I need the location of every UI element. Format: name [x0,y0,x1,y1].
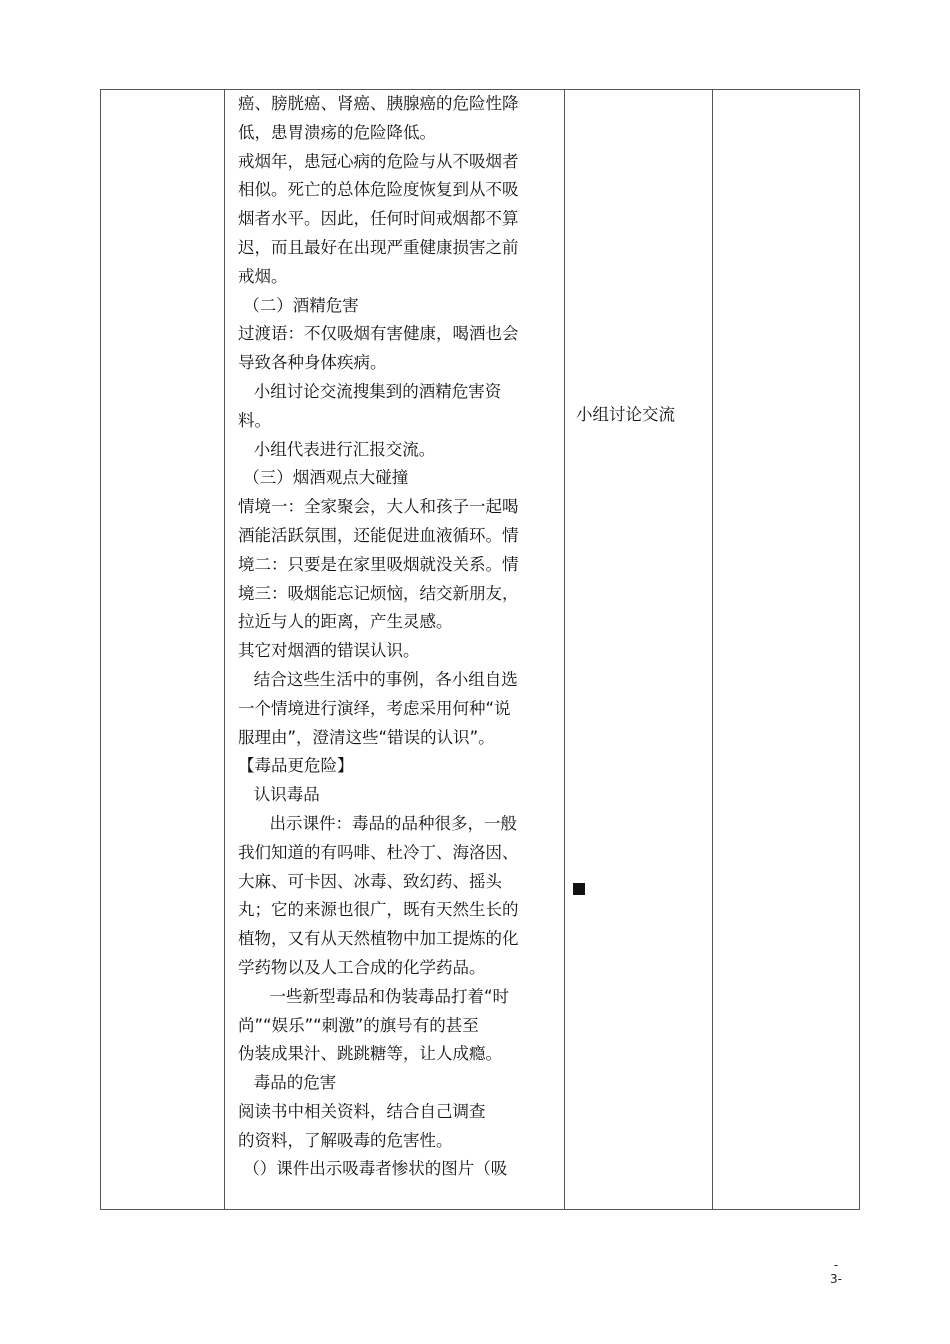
content-line: 相似。死亡的总体危险度恢复到从不吸 [238,180,519,200]
content-line: 小组讨论交流搜集到的酒精危害资 [238,381,502,401]
student-activity-note: 小组讨论交流 [576,405,675,424]
content-line: 小组代表进行汇报交流。 [238,439,436,459]
content-line: 拉近与人的距离，产生灵感。 [238,612,453,632]
content-line: 丸；它的来源也很广，既有天然生长的 [238,900,519,920]
column-divider-1 [224,90,225,1209]
page-number-dash: - [833,1258,839,1272]
content-line: 料。 [238,410,271,430]
content-line: 境三：吸烟能忘记烦恼，结交新朋友， [238,583,519,603]
content-line: 大麻、可卡因、冰毒、致幻药、摇头 [238,871,502,891]
column-divider-2 [564,90,565,1209]
content-line: 植物，又有从天然植物中加工提炼的化 [238,929,519,949]
page-number-label: 3- [830,1272,842,1286]
content-line: 导致各种身体疾病。 [238,353,387,373]
content-line: 情境一：全家聚会，大人和孩子一起喝 [238,497,519,517]
content-line: 一个情境进行演绎，考虑采用何种“说 [238,698,511,718]
content-line: 烟者水平。因此，任何时间戒烟都不算 [238,209,519,229]
content-line: 癌、膀胱癌、肾癌、胰腺癌的危险性降 [238,94,519,113]
content-line: 伪装成果汁、跳跳糖等，让人成瘾。 [238,1044,502,1064]
page-number [830,1258,842,1286]
content-line: 认识毒品 [238,785,320,805]
content-line: 阅读书中相关资料，结合自己调查 [238,1101,486,1121]
content-line: 其它对烟酒的错误认识。 [238,641,420,661]
content-line: 低，患胃溃疡的危险降低。 [238,122,436,142]
content-line: 酒能活跃氛围，还能促进血液循环。情 [238,525,519,545]
teaching-content-cell [238,90,564,1184]
content-line: 的资料，了解吸毒的危害性。 [238,1130,453,1150]
content-line: （三）烟酒观点大碰撞 [238,468,409,488]
content-line: 学药物以及人工合成的化学药品。 [238,957,486,977]
content-line: 戒烟年，患冠心病的危险与从不吸烟者 [238,151,519,171]
content-line: 戒烟。 [238,266,288,286]
content-line: 出示课件：毒品的品种很多，一般 [238,813,517,833]
content-line: 境二：只要是在家里吸烟就没关系。情 [238,554,519,574]
column-divider-3 [712,90,713,1209]
content-line: （）课件出示吸毒者惨状的图片（吸 [238,1159,508,1179]
square-bullet-mark [573,883,585,895]
content-line: 尚”“娱乐”“刺激”的旗号有的甚至 [238,1015,479,1035]
content-line: 结合这些生活中的事例，各小组自选 [238,669,518,689]
content-line: 服理由”，澄清这些“错误的认识”。 [238,727,495,747]
lesson-table [100,89,860,1210]
content-line: 一些新型毒品和伪装毒品打着“时 [238,986,510,1006]
content-line: 我们知道的有吗啡、杜冷丁、海洛因、 [238,842,519,862]
content-line: （二）酒精危害 [238,295,359,315]
content-line: 【毒品更危险】 [238,756,354,776]
content-line: 过渡语：不仅吸烟有害健康，喝酒也会 [238,324,519,344]
content-line: 迟，而且最好在出现严重健康损害之前 [238,237,519,257]
content-line: 毒品的危害 [238,1073,337,1093]
